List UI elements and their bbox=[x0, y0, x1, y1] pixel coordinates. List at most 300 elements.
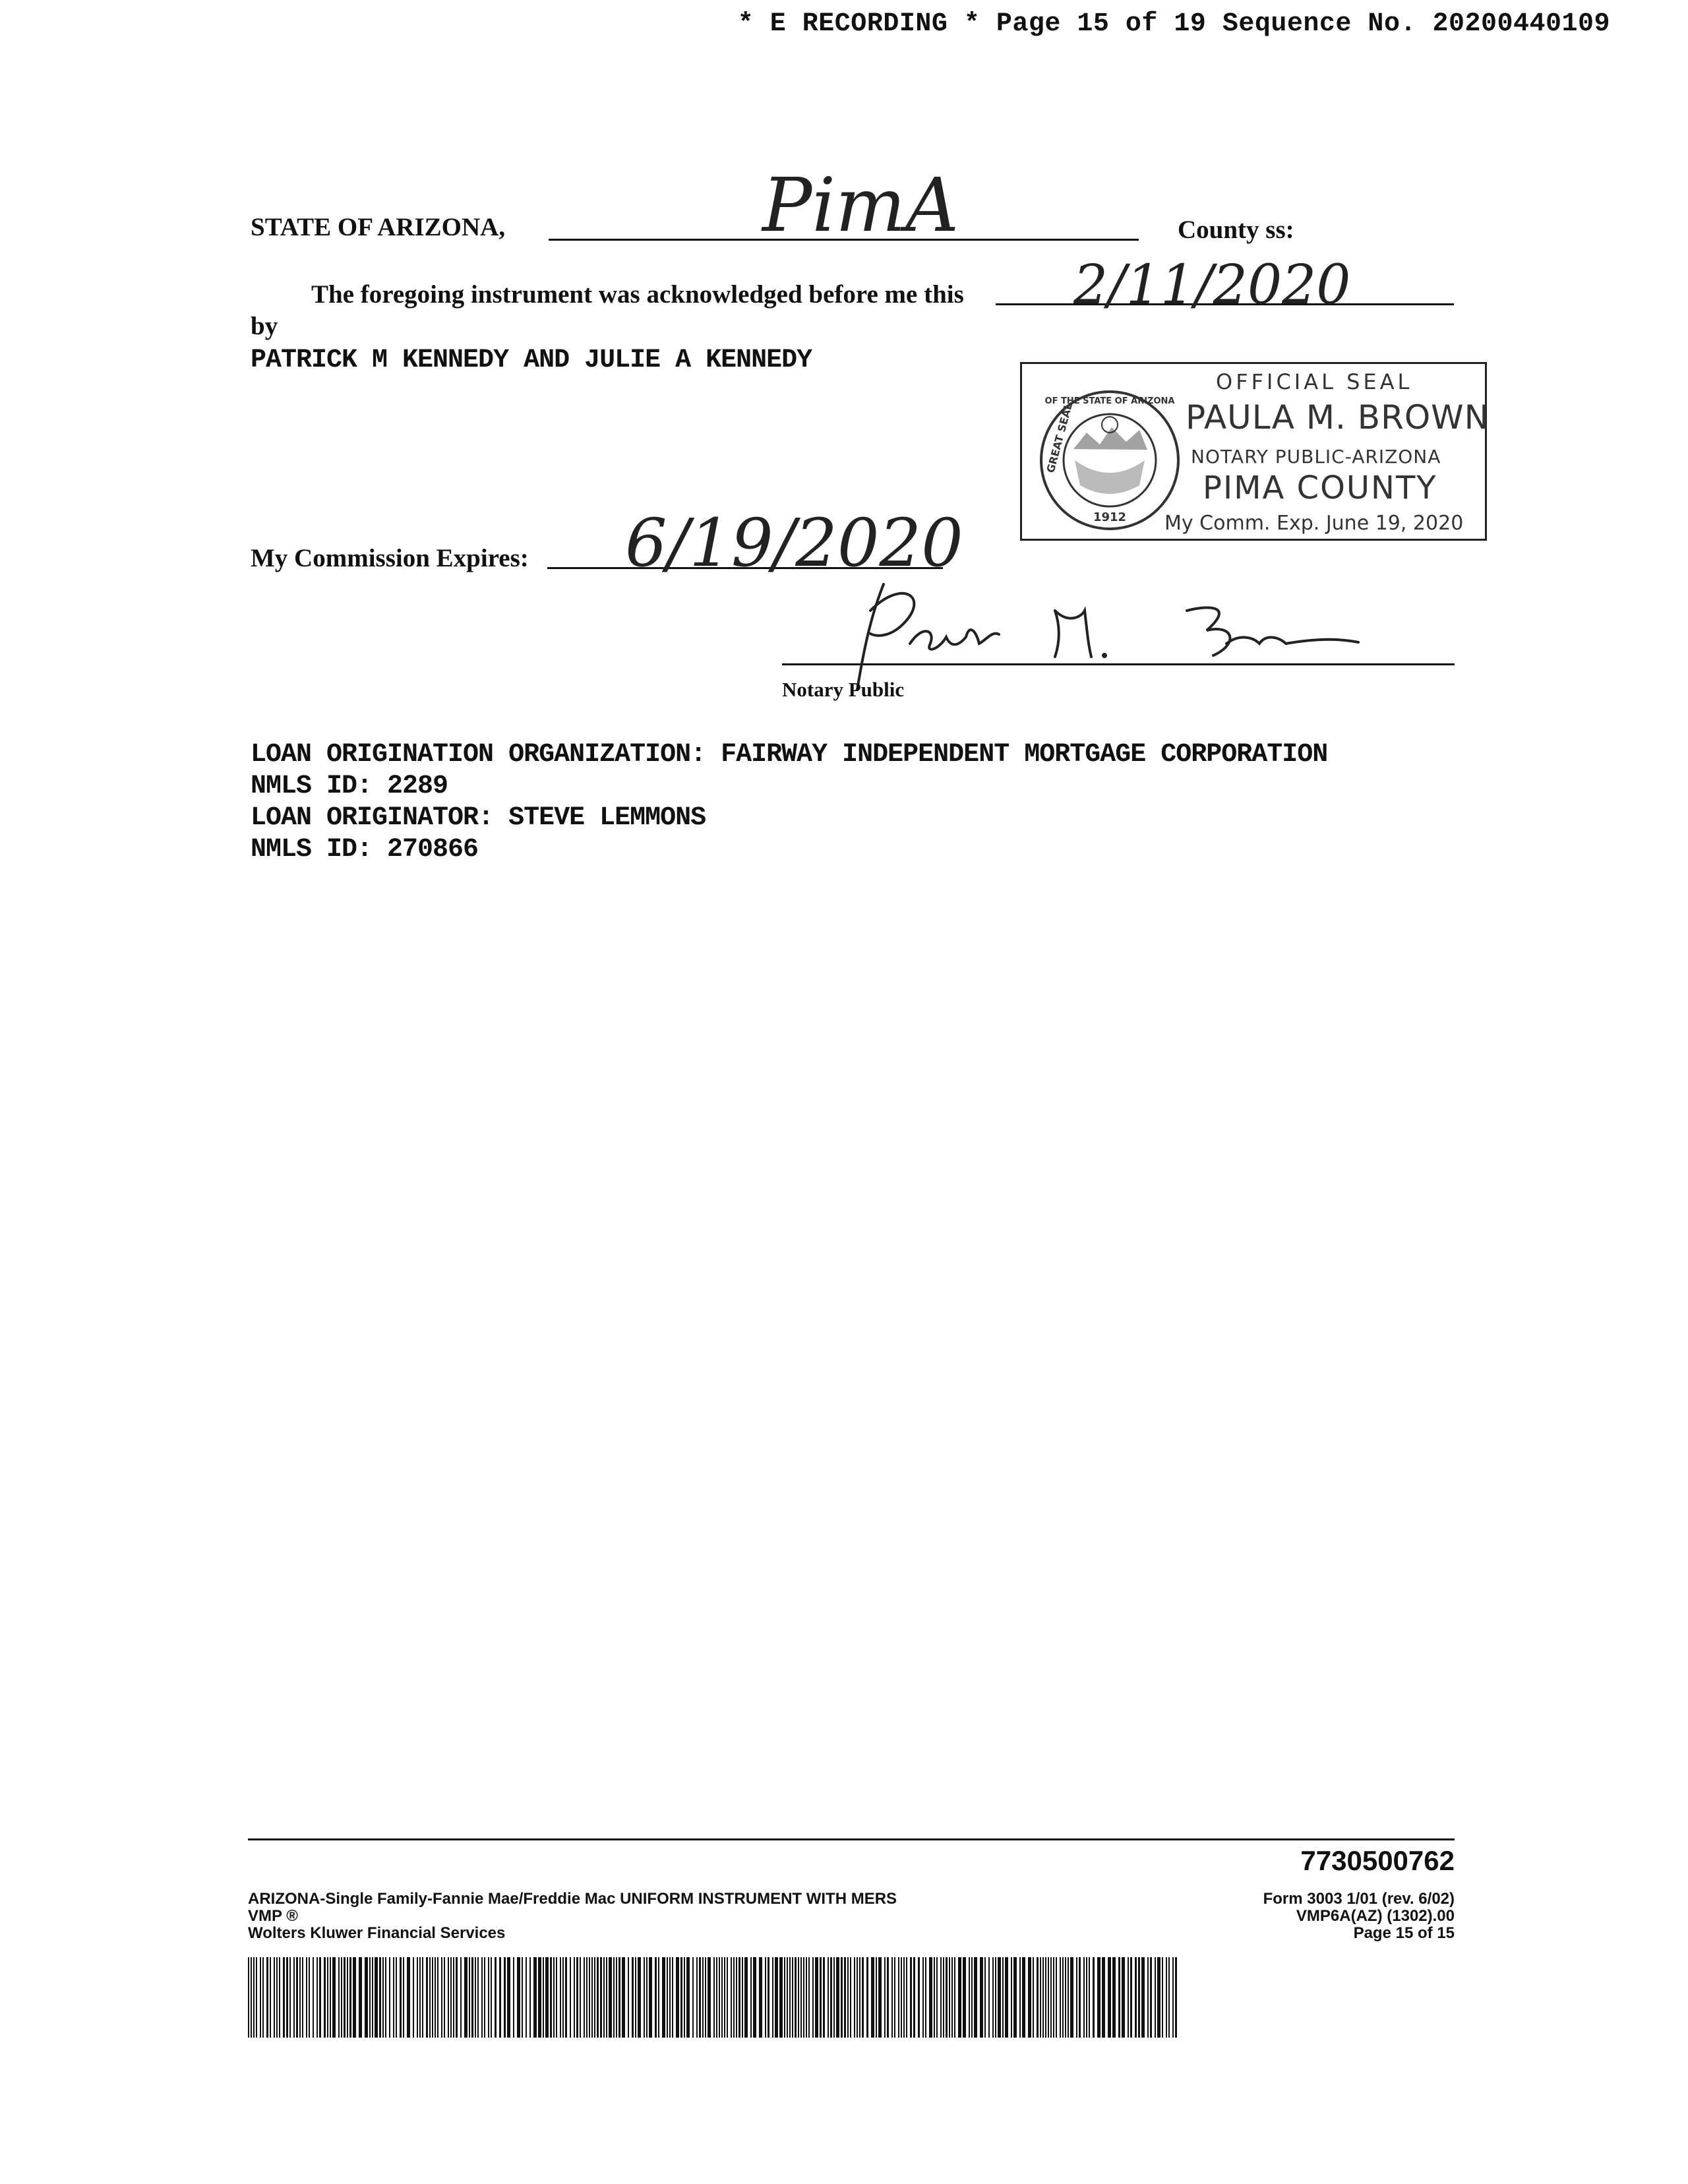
barcode-bar bbox=[556, 1957, 557, 2038]
official-seal bbox=[1020, 362, 1490, 541]
barcode-bar bbox=[349, 1957, 351, 2038]
barcode-bar bbox=[616, 1957, 617, 2038]
barcode-bar bbox=[1060, 1957, 1061, 2038]
barcode-bar bbox=[324, 1957, 326, 2038]
loan-originator: LOAN ORIGINATOR: STEVE LEMMONS bbox=[251, 803, 706, 833]
barcode-bar bbox=[686, 1957, 690, 2038]
seal-role: NOTARY PUBLIC-ARIZONA bbox=[1191, 446, 1441, 468]
barcode-bar bbox=[450, 1957, 452, 2038]
barcode-bar bbox=[1166, 1957, 1167, 2038]
state-label: STATE OF ARIZONA, bbox=[251, 213, 506, 241]
barcode-bar bbox=[949, 1957, 950, 2038]
barcode-bar bbox=[803, 1957, 804, 2038]
barcode-bar bbox=[724, 1957, 725, 2038]
barcode-bar bbox=[795, 1957, 797, 2038]
barcode-bar bbox=[958, 1957, 961, 2038]
barcode-bar bbox=[878, 1957, 882, 2038]
barcode-bar bbox=[918, 1957, 920, 2038]
seal-emblem-top-text: OF THE STATE OF ARIZONA bbox=[1044, 396, 1175, 406]
barcode-bar bbox=[330, 1957, 331, 2038]
barcode-bar bbox=[940, 1957, 942, 2038]
barcode-bar bbox=[622, 1957, 625, 2038]
barcode-bar bbox=[1050, 1957, 1052, 2038]
barcode-bar bbox=[988, 1957, 990, 2038]
barcode-bar bbox=[850, 1957, 851, 2038]
barcode-bar bbox=[422, 1957, 423, 2038]
barcode-bar bbox=[600, 1957, 602, 2038]
barcode-bar bbox=[775, 1957, 778, 2038]
barcode-bar bbox=[279, 1957, 280, 2038]
barcode-bar bbox=[382, 1957, 384, 2038]
barcode-bar bbox=[316, 1957, 318, 2038]
county-handwritten-text: PimA bbox=[762, 163, 959, 249]
barcode-bar bbox=[504, 1957, 506, 2038]
barcode-bar bbox=[716, 1957, 717, 2038]
barcode-bar bbox=[862, 1957, 864, 2038]
barcode-bar bbox=[256, 1957, 257, 2038]
barcode-bar bbox=[836, 1957, 839, 2038]
barcode-bar bbox=[1138, 1957, 1140, 2038]
barcode-bar bbox=[1135, 1957, 1137, 2038]
barcode-bar bbox=[676, 1957, 679, 2038]
barcode-bar bbox=[913, 1957, 915, 2038]
barcode-bar bbox=[887, 1957, 889, 2038]
barcode-bar bbox=[768, 1957, 769, 2038]
barcode-bar bbox=[538, 1957, 541, 2038]
barcode-bar bbox=[597, 1957, 599, 2038]
commission-date-handwritten-text: 6/19/2020 bbox=[625, 504, 963, 582]
barcode-bar bbox=[517, 1957, 520, 2038]
barcode-bar bbox=[526, 1957, 527, 2038]
barcode-bar bbox=[779, 1957, 783, 2038]
barcode-bar bbox=[995, 1957, 996, 2038]
date-handwriting bbox=[1068, 251, 1351, 317]
barcode-bar bbox=[1045, 1957, 1046, 2038]
barcode-bar bbox=[992, 1957, 994, 2038]
barcode-bar bbox=[570, 1957, 571, 2038]
barcode-bar bbox=[507, 1957, 510, 2038]
barcode-bar bbox=[1033, 1957, 1034, 2038]
county-ss-label: County ss: bbox=[1178, 216, 1294, 244]
organization-nmls-id: NMLS ID: 2289 bbox=[251, 772, 448, 801]
barcode-bar bbox=[586, 1957, 588, 2038]
barcode-bar bbox=[286, 1957, 288, 2038]
barcode-bar bbox=[372, 1957, 373, 2038]
barcode-bar bbox=[753, 1957, 756, 2038]
barcode-bar bbox=[638, 1957, 641, 2038]
barcode-bar bbox=[270, 1957, 271, 2038]
barcode-bar bbox=[543, 1957, 544, 2038]
barcode-bar bbox=[894, 1957, 895, 2038]
barcode-bar bbox=[491, 1957, 492, 2038]
form-number: Form 3003 1/01 (rev. 6/02) bbox=[1263, 1890, 1455, 1908]
barcode-bar bbox=[444, 1957, 445, 2038]
barcode-bar bbox=[456, 1957, 458, 2038]
barcode-bar bbox=[901, 1957, 902, 2038]
barcode-bar bbox=[1022, 1957, 1025, 2038]
barcode-bar bbox=[426, 1957, 428, 2038]
barcode-bar bbox=[1056, 1957, 1057, 2038]
barcode-bar bbox=[513, 1957, 514, 2038]
barcode-bar bbox=[733, 1957, 735, 2038]
footer-rule bbox=[248, 1838, 1455, 1840]
seal-title: OFFICIAL SEAL bbox=[1216, 369, 1413, 394]
barcode-bar bbox=[792, 1957, 793, 2038]
barcode-bar bbox=[667, 1957, 668, 2038]
seal-emblem-year: 1912 bbox=[1093, 510, 1127, 524]
barcode-bar bbox=[435, 1957, 436, 2038]
barcode-bar bbox=[759, 1957, 762, 2038]
barcode-bar bbox=[529, 1957, 531, 2038]
county-handwriting bbox=[758, 157, 959, 249]
barcode-bar bbox=[276, 1957, 278, 2038]
barcode-bar bbox=[341, 1957, 342, 2038]
barcode-bar bbox=[1168, 1957, 1170, 2038]
barcode-bar bbox=[925, 1957, 926, 2038]
barcode-bar bbox=[1068, 1957, 1069, 2038]
by-label: by bbox=[251, 312, 278, 340]
barcode-bar bbox=[1128, 1957, 1129, 2038]
barcode-bar bbox=[812, 1957, 814, 2038]
date-handwritten-text: 2/11/2020 bbox=[1073, 254, 1351, 317]
barcode-bar bbox=[859, 1957, 860, 2038]
barcode-bar bbox=[533, 1957, 537, 2038]
barcode-bar bbox=[936, 1957, 938, 2038]
barcode-bar bbox=[1097, 1957, 1100, 2038]
barcode-bar bbox=[499, 1957, 501, 2038]
barcode-bar bbox=[347, 1957, 348, 2038]
barcode-bar bbox=[815, 1957, 818, 2038]
barcode-bar bbox=[655, 1957, 657, 2038]
barcode-bar bbox=[898, 1957, 899, 2038]
barcode-bar bbox=[744, 1957, 748, 2038]
barcode-bar bbox=[963, 1957, 966, 2038]
barcode-bar bbox=[262, 1957, 264, 2038]
barcode-bar bbox=[672, 1957, 673, 2038]
barcode-bar bbox=[1150, 1957, 1152, 2038]
barcode-bar bbox=[1002, 1957, 1004, 2038]
barcode-bar bbox=[969, 1957, 970, 2038]
barcode-bar bbox=[389, 1957, 390, 2038]
barcode-bar bbox=[1147, 1957, 1149, 2038]
barcode-bar bbox=[477, 1957, 479, 2038]
seal-county: PIMA COUNTY bbox=[1203, 470, 1437, 506]
barcode-bar bbox=[830, 1957, 832, 2038]
barcode-bar bbox=[309, 1957, 310, 2038]
vmp-mark: VMP ® bbox=[248, 1907, 298, 1925]
barcode-bar bbox=[946, 1957, 948, 2038]
barcode-bar bbox=[658, 1957, 659, 2038]
barcode-bar bbox=[407, 1957, 410, 2038]
loan-origination-organization: LOAN ORIGINATION ORGANIZATION: FAIRWAY INDEPENDENT MORTGAGE CORPORATION bbox=[251, 740, 1328, 770]
barcode-bar bbox=[998, 1957, 1001, 2038]
barcode-bar bbox=[332, 1957, 336, 2038]
barcode-bar bbox=[943, 1957, 944, 2038]
barcode-bar bbox=[591, 1957, 593, 2038]
barcode-bar bbox=[871, 1957, 874, 2038]
seal-expiry: My Comm. Exp. June 19, 2020 bbox=[1164, 512, 1464, 535]
barcode-bar bbox=[365, 1957, 368, 2038]
barcode-bar bbox=[984, 1957, 986, 2038]
barcode-bar bbox=[669, 1957, 671, 2038]
barcode-bar bbox=[628, 1957, 629, 2038]
barcode-bar bbox=[696, 1957, 698, 2038]
barcode-bar bbox=[841, 1957, 843, 2038]
barcode-bar bbox=[302, 1957, 303, 2038]
barcode-bar bbox=[1065, 1957, 1066, 2038]
barcode-bar bbox=[396, 1957, 397, 2038]
barcode-bar bbox=[736, 1957, 737, 2038]
barcode-bar bbox=[828, 1957, 829, 2038]
barcode-bar bbox=[565, 1957, 567, 2038]
barcode-bar bbox=[974, 1957, 977, 2038]
barcode-bar bbox=[684, 1957, 685, 2038]
barcode-bar bbox=[1037, 1957, 1039, 2038]
barcode-bar bbox=[662, 1957, 665, 2038]
barcode-bar bbox=[1155, 1957, 1156, 2038]
barcode-bar bbox=[603, 1957, 605, 2038]
form-title: ARIZONA-Single Family-Fannie Mae/Freddie Mac UNIFORM INSTRUMENT WITH MERS bbox=[248, 1890, 897, 1908]
barcode-bar bbox=[419, 1957, 421, 2038]
barcode-bar bbox=[375, 1957, 378, 2038]
barcode-bar bbox=[910, 1957, 912, 2038]
barcode-bar bbox=[1172, 1957, 1174, 2038]
barcode-bar bbox=[359, 1957, 362, 2038]
barcode-bar bbox=[251, 1957, 252, 2038]
barcode-bar bbox=[1118, 1957, 1120, 2038]
barcode-bar bbox=[400, 1957, 402, 2038]
barcode-bar bbox=[806, 1957, 807, 2038]
barcode-bar bbox=[808, 1957, 810, 2038]
notary-public-label: Notary Public bbox=[782, 678, 905, 701]
barcode-bar bbox=[1141, 1957, 1145, 2038]
recording-header: * E RECORDING * Page 15 of 19 Sequence No. 20200440109 bbox=[737, 9, 1610, 39]
barcode-bar bbox=[1122, 1957, 1125, 2038]
barcode-bar bbox=[854, 1957, 855, 2038]
barcode-bar bbox=[954, 1957, 955, 2038]
barcode-bar bbox=[800, 1957, 802, 2038]
barcode-bar bbox=[417, 1957, 418, 2038]
barcode-bar bbox=[731, 1957, 732, 2038]
barcode-bar bbox=[460, 1957, 462, 2038]
barcode-bar bbox=[560, 1957, 561, 2038]
barcode-bar bbox=[750, 1957, 752, 2038]
barcode-bar bbox=[283, 1957, 285, 2038]
barcode-bar bbox=[574, 1957, 575, 2038]
acknowledgment-text: The foregoing instrument was acknowledged before me this bbox=[311, 280, 964, 309]
barcode-bar bbox=[266, 1957, 268, 2038]
publisher: Wolters Kluwer Financial Services bbox=[248, 1924, 506, 1942]
barcode-bar bbox=[765, 1957, 766, 2038]
barcode-bar bbox=[820, 1957, 822, 2038]
barcode-bar bbox=[823, 1957, 825, 2038]
barcode-bar bbox=[393, 1957, 394, 2038]
barcode-bar bbox=[727, 1957, 728, 2038]
barcode-bar bbox=[488, 1957, 489, 2038]
barcode-bar bbox=[699, 1957, 701, 2038]
barcode-bar bbox=[481, 1957, 483, 2038]
barcode-bar bbox=[929, 1957, 932, 2038]
barcode-bar bbox=[980, 1957, 983, 2038]
barcode-bar bbox=[1076, 1957, 1077, 2038]
barcode-bar bbox=[562, 1957, 564, 2038]
barcode-bar bbox=[353, 1957, 356, 2038]
barcode-bar bbox=[550, 1957, 552, 2038]
barcode bbox=[248, 1957, 1179, 2038]
barcode-bar bbox=[584, 1957, 585, 2038]
commission-expires-label: My Commission Expires: bbox=[251, 544, 529, 572]
barcode-bar bbox=[260, 1957, 261, 2038]
barcode-bar bbox=[721, 1957, 723, 2038]
barcode-bar bbox=[1042, 1957, 1044, 2038]
barcode-bar bbox=[1070, 1957, 1073, 2038]
barcode-bar bbox=[453, 1957, 454, 2038]
barcode-bar bbox=[429, 1957, 431, 2038]
barcode-bar bbox=[1108, 1957, 1111, 2038]
barcode-bar bbox=[1028, 1957, 1031, 2038]
barcode-bar bbox=[319, 1957, 321, 2038]
barcode-bar bbox=[1157, 1957, 1160, 2038]
originator-nmls-id: NMLS ID: 270866 bbox=[251, 835, 479, 864]
barcode-bar bbox=[951, 1957, 953, 2038]
notary-signature bbox=[831, 571, 1385, 696]
barcode-bar bbox=[437, 1957, 438, 2038]
barcode-bar bbox=[344, 1957, 346, 2038]
barcode-bar bbox=[934, 1957, 935, 2038]
barcode-bar bbox=[589, 1957, 590, 2038]
barcode-bar bbox=[708, 1957, 711, 2038]
barcode-bar bbox=[857, 1957, 858, 2038]
barcode-bar bbox=[385, 1957, 386, 2038]
barcode-bar bbox=[1013, 1957, 1017, 2038]
seal-notary-name: PAULA M. BROWN bbox=[1186, 398, 1490, 437]
state-seal-emblem bbox=[1034, 386, 1186, 535]
barcode-bar bbox=[787, 1957, 788, 2038]
barcode-bar bbox=[306, 1957, 307, 2038]
barcode-bar bbox=[844, 1957, 846, 2038]
barcode-bar bbox=[719, 1957, 720, 2038]
barcode-bar bbox=[884, 1957, 886, 2038]
barcode-bar bbox=[903, 1957, 905, 2038]
barcode-bar bbox=[632, 1957, 634, 2038]
barcode-bar bbox=[1040, 1957, 1041, 2038]
barcode-bar bbox=[922, 1957, 924, 2038]
barcode-bar bbox=[1175, 1957, 1177, 2038]
barcode-bar bbox=[1053, 1957, 1054, 2038]
barcode-bar bbox=[1011, 1957, 1012, 2038]
barcode-bar bbox=[299, 1957, 301, 2038]
barcode-bar bbox=[692, 1957, 694, 2038]
barcode-bar bbox=[971, 1957, 973, 2038]
barcode-bar bbox=[327, 1957, 328, 2038]
barcode-bar bbox=[1130, 1957, 1132, 2038]
barcode-bar bbox=[475, 1957, 476, 2038]
barcode-bar bbox=[580, 1957, 581, 2038]
barcode-bar bbox=[369, 1957, 371, 2038]
barcode-bar bbox=[293, 1957, 295, 2038]
barcode-bar bbox=[847, 1957, 849, 2038]
signers-names: PATRICK M KENNEDY AND JULIE A KENNEDY bbox=[251, 346, 812, 375]
barcode-bar bbox=[484, 1957, 485, 2038]
barcode-bar bbox=[833, 1957, 835, 2038]
barcode-bar bbox=[713, 1957, 715, 2038]
barcode-bar bbox=[1062, 1957, 1064, 2038]
barcode-bar bbox=[469, 1957, 470, 2038]
barcode-bar bbox=[1089, 1957, 1090, 2038]
barcode-bar bbox=[891, 1957, 893, 2038]
barcode-bar bbox=[606, 1957, 607, 2038]
barcode-bar bbox=[576, 1957, 578, 2038]
barcode-bar bbox=[1048, 1957, 1049, 2038]
barcode-bar bbox=[522, 1957, 523, 2038]
barcode-bar bbox=[702, 1957, 704, 2038]
barcode-bar bbox=[772, 1957, 773, 2038]
barcode-bar bbox=[789, 1957, 791, 2038]
barcode-bar bbox=[742, 1957, 743, 2038]
barcode-bar bbox=[448, 1957, 449, 2038]
barcode-bar bbox=[413, 1957, 414, 2038]
commission-date-handwriting bbox=[620, 502, 963, 582]
barcode-bar bbox=[1093, 1957, 1095, 2038]
barcode-bar bbox=[289, 1957, 291, 2038]
barcode-bar bbox=[495, 1957, 497, 2038]
barcode-bar bbox=[464, 1957, 467, 2038]
barcode-bar bbox=[553, 1957, 555, 2038]
barcode-bar bbox=[1102, 1957, 1105, 2038]
barcode-bar bbox=[1079, 1957, 1081, 2038]
barcode-bar bbox=[545, 1957, 549, 2038]
barcode-bar bbox=[705, 1957, 706, 2038]
barcode-bar bbox=[649, 1957, 652, 2038]
barcode-bar bbox=[906, 1957, 907, 2038]
barcode-bar bbox=[274, 1957, 275, 2038]
barcode-bar bbox=[738, 1957, 740, 2038]
barcode-bar bbox=[403, 1957, 404, 2038]
form-code: VMP6A(AZ) (1302).00 bbox=[1296, 1907, 1455, 1925]
barcode-bar bbox=[613, 1957, 615, 2038]
barcode-bar bbox=[1162, 1957, 1163, 2038]
loan-number: 7730500762 bbox=[1300, 1845, 1455, 1876]
barcode-bar bbox=[594, 1957, 595, 2038]
barcode-bar bbox=[798, 1957, 799, 2038]
barcode-bar bbox=[866, 1957, 868, 2038]
barcode-bar bbox=[1086, 1957, 1087, 2038]
barcode-bar bbox=[313, 1957, 314, 2038]
barcode-bar bbox=[644, 1957, 645, 2038]
barcode-bar bbox=[680, 1957, 682, 2038]
barcode-bar bbox=[876, 1957, 877, 2038]
barcode-bar bbox=[441, 1957, 442, 2038]
barcode-bar bbox=[432, 1957, 433, 2038]
barcode-bar bbox=[784, 1957, 785, 2038]
page-number: Page 15 of 15 bbox=[1353, 1924, 1455, 1942]
barcode-bar bbox=[379, 1957, 381, 2038]
barcode-bar bbox=[609, 1957, 612, 2038]
barcode-bar bbox=[1019, 1957, 1021, 2038]
barcode-bar bbox=[646, 1957, 648, 2038]
barcode-bar bbox=[618, 1957, 620, 2038]
barcode-bar bbox=[635, 1957, 636, 2038]
barcode-bar bbox=[1083, 1957, 1085, 2038]
barcode-bar bbox=[296, 1957, 298, 2038]
barcode-bar bbox=[1005, 1957, 1008, 2038]
barcode-bar bbox=[471, 1957, 473, 2038]
seal-emblem-left-text: GREAT SEAL bbox=[1044, 401, 1075, 475]
barcode-bar bbox=[338, 1957, 340, 2038]
barcode-bar bbox=[248, 1957, 249, 2038]
barcode-bar bbox=[253, 1957, 255, 2038]
barcode-bar bbox=[1112, 1957, 1116, 2038]
